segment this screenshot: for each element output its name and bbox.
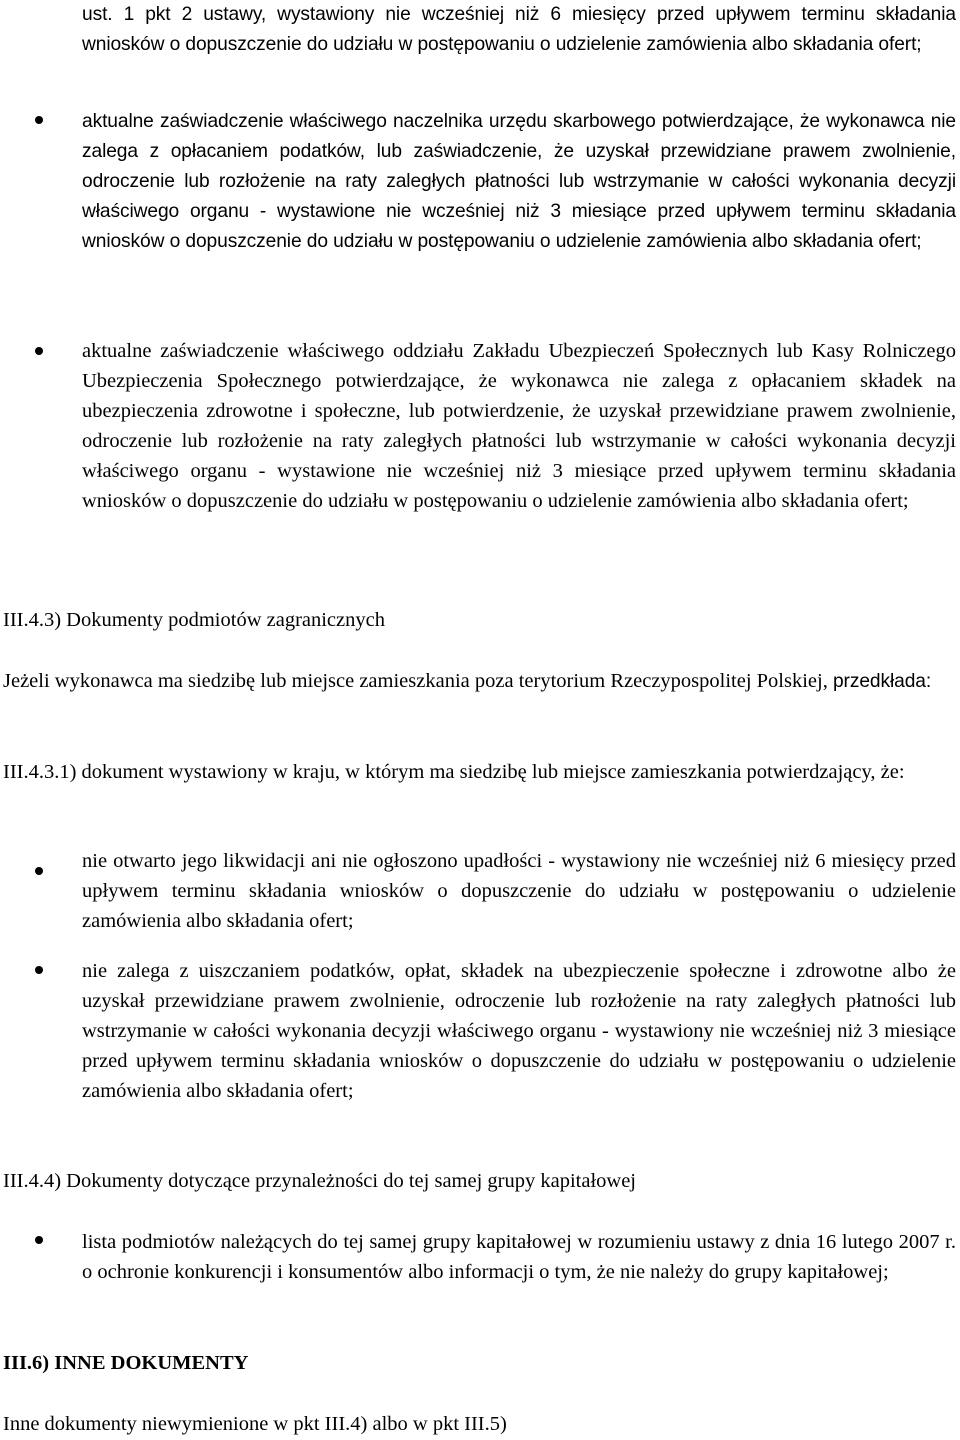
other-documents-heading: III.6) INNE DOKUMENTY	[3, 1352, 249, 1374]
capital-group-list-item: lista podmiotów należących do tej samej grupy kapitałowej w rozumieniu ustawy z dnia 16 lutego 2007 r. o ochronie konkurencji i konsumentów albo informacji o tym, że nie należy do grupy kapitałowej;	[82, 1231, 956, 1283]
zus-certificate-item: aktualne zaświadczenie właściwego oddziału Zakładu Ubezpieczeń Społecznych lub Kasy Rolniczego Ubezpieczenia Społecznego potwierdzające, że wykonawca nie zalega z opłacaniem składek na ubezpieczenia zdrowotne i społeczne, lub potwierdzenie, że uzyskał przewidziane prawem zwolnienie, odroczenie lub rozłożenie na raty zaległych płatności lub wstrzymanie w całości wykonania decyzji właściwego organu - wystawione nie wcześniej niż 3 miesiące przed upływem terminu składania wniosków o dopuszczenie do udziału w postępowaniu o udzielenie zamówienia albo składania ofert;	[82, 340, 956, 512]
bullet-icon	[35, 347, 43, 355]
other-documents-text: Inne dokumenty niewymienione w pkt III.4) albo w pkt III.5)	[3, 1413, 507, 1435]
bullet-icon	[35, 867, 43, 875]
bullet-icon	[35, 966, 43, 974]
foreign-intro-main: Jeżeli wykonawca ma siedzibę lub miejsce zamieszkania poza terytorium Rzeczypospolitej Polskiej,	[3, 670, 833, 692]
tax-office-certificate-item: aktualne zaświadczenie właściwego naczelnika urzędu skarbowego potwierdzające, że wykonawca nie zalega z opłacaniem podatków, lub zaświadczenie, że uzyskał przewidziane prawem zwolnienie, odroczenie lub rozłożenie na raty zaległych płatności lub wstrzymanie w całości wykonania decyzji właściwego organu - wystawione nie wcześniej niż 3 miesiące przed upływem terminu składania wniosków o dopuszczenie do udziału w postępowaniu o udzielenie zamówienia albo składania ofert;	[82, 111, 956, 252]
foreign-intro-tail: przedkłada:	[832, 671, 932, 692]
capital-group-heading: III.4.4) Dokumenty dotyczące przynależności do tej samej grupy kapitałowej	[3, 1170, 636, 1192]
liquidation-bankruptcy-item: nie otwarto jego likwidacji ani nie ogłoszono upadłości - wystawiony nie wcześniej niż 6 miesięcy przed upływem terminu składania wniosków o dopuszczenie do udziału w postępowaniu o udzielenie zamówienia albo składania ofert;	[82, 850, 956, 932]
foreign-entities-intro	[3, 666, 956, 697]
foreign-entities-heading: III.4.3) Dokumenty podmiotów zagranicznych	[3, 609, 385, 631]
foreign-document-subheading: III.4.3.1) dokument wystawiony w kraju, w którym ma siedzibę lub miejsce zamieszkania potwierdzający, że:	[3, 761, 905, 783]
bullet-icon	[35, 116, 43, 124]
taxes-fees-contributions-item: nie zalega z uiszczaniem podatków, opłat, składek na ubezpieczenie społeczne i zdrowotne albo że uzyskał przewidziane prawem zwolnienie, odroczenie lub rozłożenie na raty zaległych płatności lub wstrzymanie w całości wykonania decyzji właściwego organu - wystawiony nie wcześniej niż 3 miesiące przed upływem terminu składania wniosków o dopuszczenie do udziału w postępowaniu o udzielenie zamówienia albo składania ofert;	[82, 960, 956, 1102]
bullet-icon	[35, 1236, 43, 1244]
intro-continuation-text: ust. 1 pkt 2 ustawy, wystawiony nie wcześniej niż 6 miesięcy przed upływem terminu składania wniosków o dopuszczenie do udziału w postępowaniu o udzielenie zamówienia albo składania ofert;	[82, 4, 956, 55]
